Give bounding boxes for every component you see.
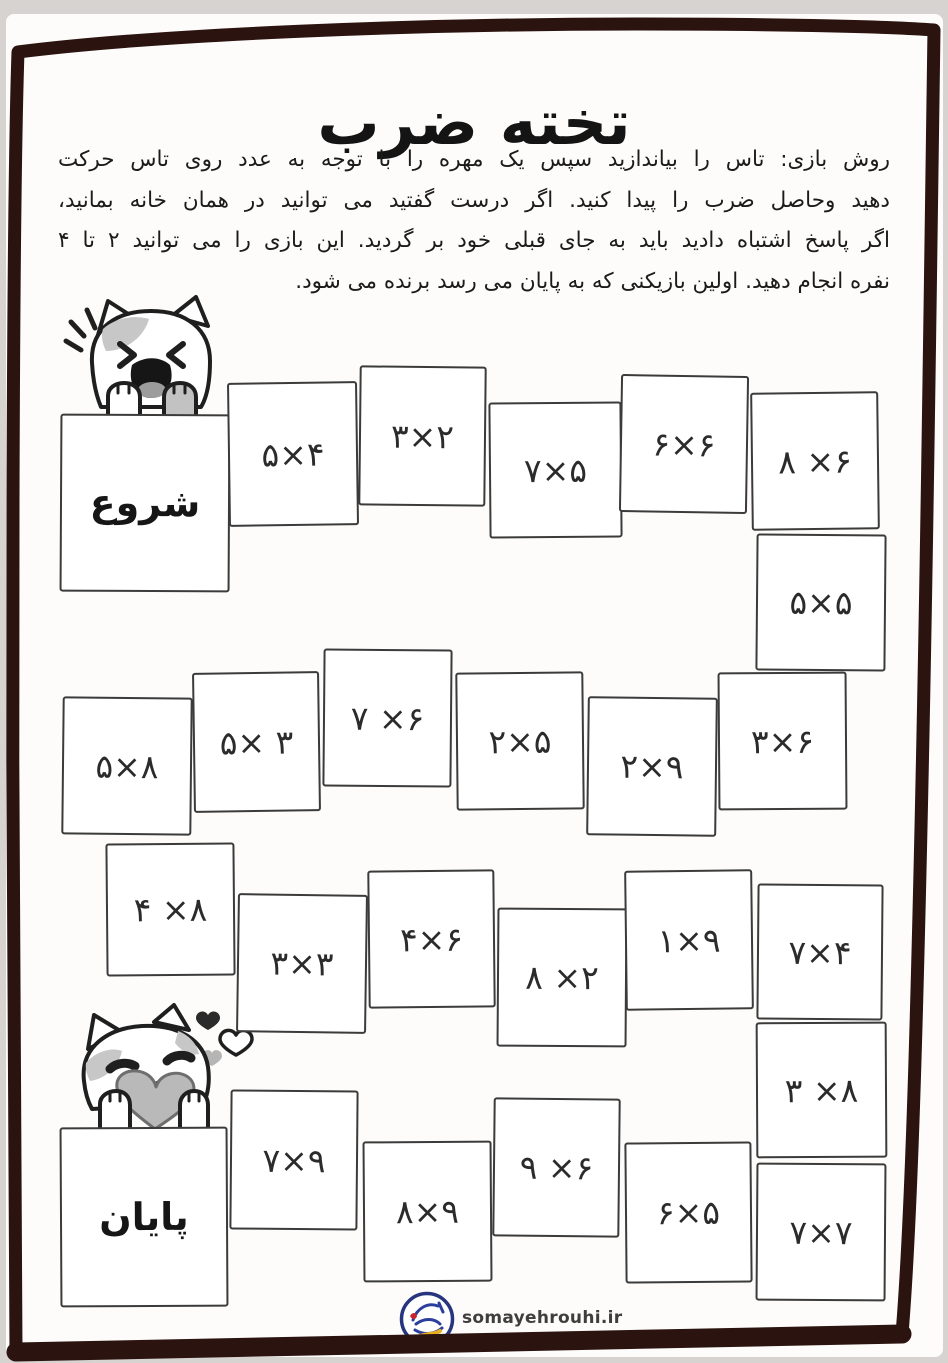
board-cell xyxy=(497,908,628,1048)
board-cell xyxy=(455,671,584,810)
calligraphy-logo-icon xyxy=(398,1290,456,1348)
cell-label: ۹ ×۶ xyxy=(519,1147,594,1188)
board-cell xyxy=(492,1097,620,1237)
board-cell xyxy=(229,1089,358,1230)
cell-label: ۸×۹ xyxy=(395,1191,460,1232)
instruction-line: روش بازی: تاس را بیاندازید سپس یک مهره را با توجه به عدد روی تاس حرکت xyxy=(58,147,890,172)
cell-label: ۷×۹ xyxy=(262,1140,326,1180)
board-cell xyxy=(756,883,883,1020)
cell-label: ۳×۲ xyxy=(390,416,455,456)
instruction-line: اگر پاسخ اشتباه دادید باید به جای قبلی خود بر گردید. این بازی را می توانید ۲ تا ۴ xyxy=(58,228,891,253)
board-cell xyxy=(488,401,622,538)
cell-label: ۷×۵ xyxy=(523,450,588,490)
board-cell xyxy=(586,696,718,837)
board-cell xyxy=(756,1022,888,1159)
cell-label: ۳×۶ xyxy=(750,721,815,761)
board-cell xyxy=(367,869,495,1008)
cell-label: ۸ ×۲ xyxy=(525,957,599,998)
cell-label: ۵× ۳ xyxy=(219,721,294,763)
board-cell-start xyxy=(60,414,231,593)
board-cell-end xyxy=(60,1127,229,1308)
cell-label: ۵×۴ xyxy=(261,434,325,474)
cell-label: ۵×۸ xyxy=(95,746,159,786)
watermark-logo xyxy=(398,1290,456,1348)
board-cell xyxy=(619,374,749,514)
board-cell xyxy=(322,648,452,787)
instruction-line: دهید وحاصل ضرب را پیدا کنید. اگر درست گفتید می توانید در همان خانه بمانید، xyxy=(58,187,890,213)
cell-label: ۶×۶ xyxy=(652,424,716,464)
board-cell xyxy=(755,533,886,671)
cell-label: ۷ ×۶ xyxy=(350,698,425,738)
board-cell xyxy=(105,842,235,976)
cell-label: ۱×۹ xyxy=(657,920,721,960)
board-cell xyxy=(750,391,880,531)
cell-label: ۵×۵ xyxy=(789,582,853,623)
board-cell xyxy=(624,869,754,1011)
cell-label: ۲×۹ xyxy=(620,746,684,787)
cell-label: ۴ ×۸ xyxy=(133,889,208,930)
cell-label: شروع xyxy=(89,480,201,526)
cell-label: پایان xyxy=(99,1194,189,1240)
board-cell xyxy=(227,381,359,527)
board-cell xyxy=(756,1163,887,1302)
board-cell xyxy=(363,1141,493,1283)
board-cell xyxy=(192,671,321,813)
watermark-text: somayehrouhi.ir xyxy=(462,1308,623,1328)
cell-label: ۳ ×۸ xyxy=(784,1070,859,1110)
board-cell xyxy=(61,696,192,835)
board-cell xyxy=(358,365,486,506)
cell-label: ۶×۵ xyxy=(656,1192,721,1233)
cell-label: ۳×۳ xyxy=(270,943,334,984)
cell-label: ۲×۵ xyxy=(488,721,552,761)
board-cell xyxy=(718,672,848,811)
instruction-line: نفره انجام دهید. اولین بازیکنی که به پایان می رسد برنده می شود. xyxy=(295,268,890,294)
cell-label: ۷×۴ xyxy=(788,932,852,972)
board-cell xyxy=(236,893,368,1034)
board-cell xyxy=(624,1141,752,1283)
cell-label: ۸ ×۶ xyxy=(777,441,853,481)
cell-label: ۴×۶ xyxy=(399,919,464,959)
cell-label: ۷×۷ xyxy=(789,1212,853,1252)
page-title: تخته ضرب xyxy=(317,85,631,159)
